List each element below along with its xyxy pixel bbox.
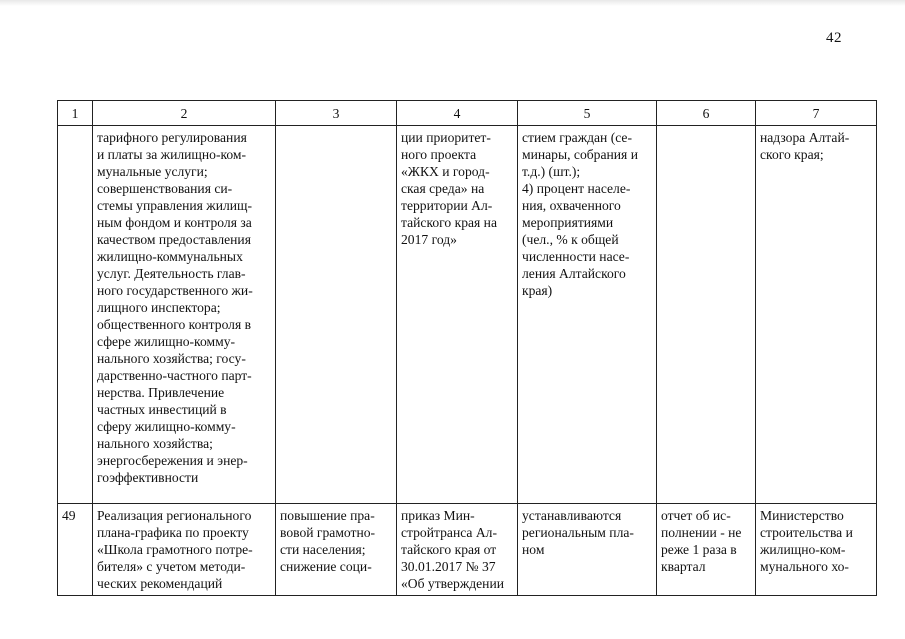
header-col-4: 4 — [397, 101, 518, 126]
row-number-cell — [58, 504, 93, 596]
report-text: отчет об ис- полнении - не реже 1 раза в квартал — [661, 508, 742, 574]
scan-edge — [0, 0, 905, 6]
row-number: 49 — [62, 508, 76, 523]
indicator-text: устанавливаются региональным пла- ном — [522, 508, 634, 557]
goal-text: повышение пра- вовой грамотно- сти населения; снижение соци- — [280, 508, 376, 574]
document-cell — [397, 504, 518, 596]
header-row — [58, 101, 877, 126]
row-number-cell — [58, 126, 93, 504]
responsible-text: надзора Алтай- ского края; — [760, 130, 850, 162]
report-cell — [657, 504, 756, 596]
header-col-2: 2 — [93, 101, 276, 126]
header-col-6: 6 — [657, 101, 756, 126]
header-col-5: 5 — [518, 101, 657, 126]
header-col-1: 1 — [58, 101, 93, 126]
table-row-49 — [58, 504, 877, 596]
document-cell — [397, 126, 518, 504]
indicator-text: стием граждан (се- минары, собрания и т.д.) (шт.); 4) процент населе- ния, охваченного мероприятиями (чел., % к общей численности насе- ления Алтайского края) — [522, 130, 638, 298]
header-col-7: 7 — [756, 101, 877, 126]
activity-cell — [93, 504, 276, 596]
responsible-cell — [756, 126, 877, 504]
page-number: 42 — [826, 30, 842, 46]
report-cell — [657, 126, 756, 504]
activity-cell — [93, 126, 276, 504]
document-text: ции приоритет- ного проекта «ЖКХ и город- ская среда» на территории Ал- тайского края на 2017 год» — [401, 130, 497, 247]
responsible-cell — [756, 504, 877, 596]
table-row-continued — [58, 126, 877, 504]
plan-table — [57, 100, 877, 596]
indicator-cell — [518, 504, 657, 596]
goal-cell — [276, 126, 397, 504]
goal-cell — [276, 504, 397, 596]
document-text: приказ Мин- стройтранса Ал- тайского края от 30.01.2017 № 37 «Об утверждении — [401, 508, 505, 591]
header-col-3: 3 — [276, 101, 397, 126]
responsible-text: Министерство строительства и жилищно-ком- мунального хо- — [760, 508, 853, 574]
indicator-cell — [518, 126, 657, 504]
activity-text: Реализация регионального плана-графика по проекту «Школа грамотного потре- бителя» с учетом методи- ческих рекомендаций — [97, 508, 253, 591]
activity-text: тарифного регулирования и платы за жилищно-ком- мунальные услуги; совершенствования си- стемы управления жилищ- ным фондом и контроля за качеством предоставления жилищно-коммунальных услуг. Деятельность глав- ного государственного жи- лищного инспектора; общественного контроля в сфере жилищно-комму- нального хозяйства; госу- дарственно-частного парт- нерства. Привлечение частных инвестиций в сферу жилищно-комму- нального хозяйства; энергосбережения и энер- гоэффективности — [97, 130, 253, 485]
